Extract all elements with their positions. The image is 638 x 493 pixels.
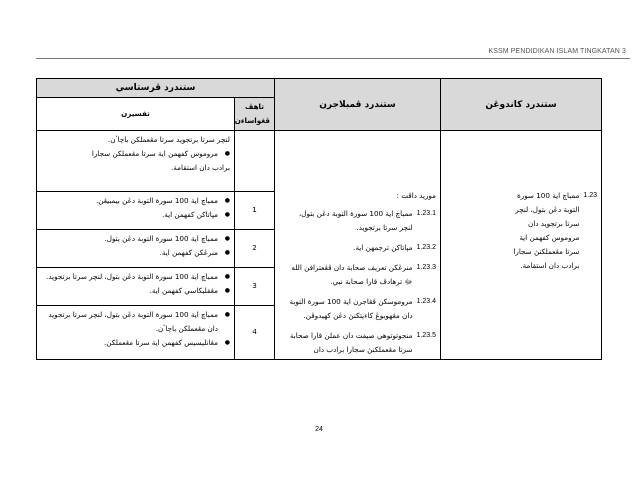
level-1-number: 1 (235, 192, 275, 230)
performance-standard-header: ستندرد ڤرستاسي (37, 79, 275, 98)
learning-intro: موريد داڤت : (396, 191, 436, 200)
level-1-descriptors: ● ممباچ اية 100 سورة التوبة دڠن بيمبيڠن. ● مڽاتاكن كفهمن اية. (37, 192, 235, 230)
level-2-number: 2 (235, 229, 275, 267)
content-standard-header: ستندرد کاندوڠن (441, 79, 602, 131)
learning-standard-header: ستندرد ڤمبلاجرن (275, 79, 441, 131)
interpretation-header: تفسيرن (37, 98, 235, 131)
learning-standards-cell (275, 131, 441, 360)
general-descriptor: لنچر سرتا برتجويد سرتا مڠعملكن باچاٴن. ● مروموس كفهمن اية سرتا مڠعملكن سجارا برادب دان استقامة. (37, 131, 235, 192)
learning-standard-item: 1.23.2 مڽاتاكن ترجمهن اية. (353, 243, 436, 252)
level-header: تاهڤ ڤڠواساءن (235, 98, 275, 131)
level-3-descriptors: ● ممباچ اية 100 سورة التوبة دڠن بتول، لنچر سرتا برتجويد. ● مڠقليكاسي كفهمن اية. (37, 267, 235, 305)
learning-standard-item: 1.23.4 مروموسكن ڤڠاجرن اية 100 سورة التوبة دان مڠهوبوڠ كاءيتكنڽ دڠن كهيدوڤن. (289, 297, 436, 320)
page-number: 24 (315, 426, 323, 433)
content-standard-cell (441, 131, 602, 360)
learning-standard-item: 1.23.3 منرڠكن تعريف صحابة دان ڤڠعترافن الله ﷻ ترهادڤ قارا صحابة نبي. (291, 263, 436, 286)
level-2-descriptors: ● ممباچ اية 100 سورة التوبة دڠن بتول. ● منرڠكن كفهمن اية. (37, 229, 235, 267)
level-empty-cell (235, 131, 275, 192)
content-standard-text: ممباچ اية 100 سورة التوبة دڠن بتول، لنچر سرتا برتجويد دان مروموس كفهمن اية سرتا مڠعملكنڽ سجارا برادب دان استقامة. (513, 191, 580, 270)
learning-standard-item: 1.23.1 ممباچ اية 100 سورة التوبة دڠن بتول، لنچر سرتا برتجويد. (298, 209, 436, 232)
learning-standard-item: 1.23.5 منجوتوتوهي صيفت دان عملن قارا صحابة سرتا مڠعملكنڽ سجارا برادب دان (289, 331, 436, 354)
level-3-number: 3 (235, 267, 275, 305)
page-header: KSSM PENDIDIKAN ISLAM TINGKATAN 3 (488, 48, 626, 55)
level-4-number: 4 (235, 305, 275, 359)
curriculum-table (36, 78, 602, 360)
header-divider (36, 58, 630, 59)
level-4-descriptors: ● ممباچ اية 100 سورة التوبة دڠن بتول، لنچر سرتا برتجويد دان مڠعملكن باچاٴن. ● مڠانليسيس كفهمن اية سرتا مڠعملكن. (37, 305, 235, 359)
content-standard-code: 1.23 (583, 192, 597, 199)
